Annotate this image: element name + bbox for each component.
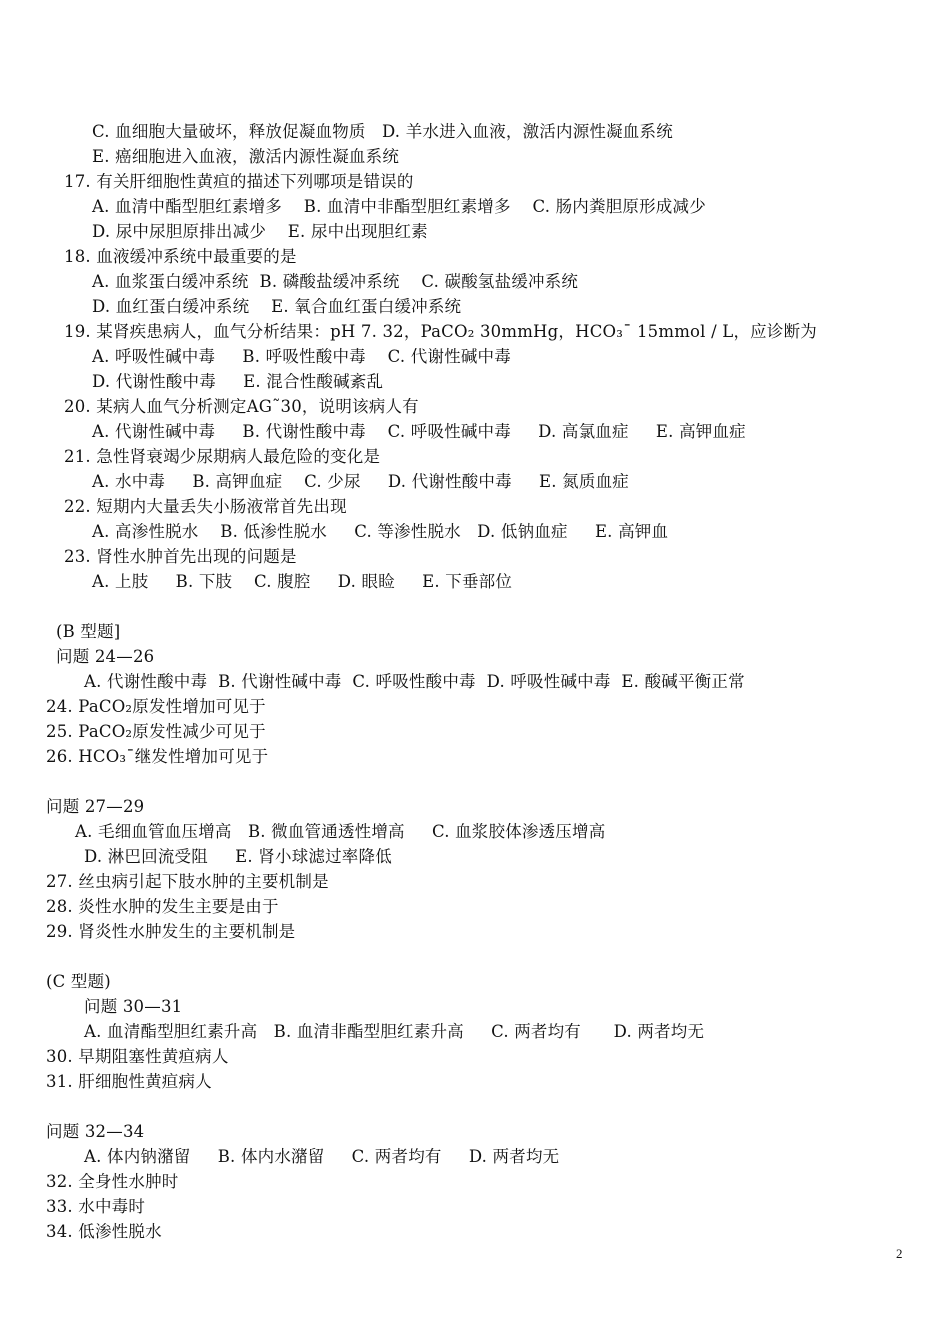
text-line: A. 呼吸性碱中毒 B. 呼吸性酸中毒 C. 代谢性碱中毒 [92,347,511,366]
question-26: 26. HCO₃¯继发性增加可见于 [46,747,269,766]
question-33: 33. 水中毒时 [46,1197,146,1216]
text-line: A. 血清酯型胆红素升高 B. 血清非酯型胆红素升高 C. 两者均有 D. 两者均无 [84,1022,705,1041]
text-line: A. 血清中酯型胆红素增多 B. 血清中非酯型胆红素增多 C. 肠内粪胆原形成减少 [92,197,706,216]
text-line: D. 尿中尿胆原排出减少 E. 尿中出现胆红素 [92,222,428,241]
question-23: 23. 肾性水肿首先出现的问题是 [64,547,297,566]
question-19: 19. 某肾疾患病人，血气分析结果：pH 7. 32，PaCO₂ 30mmHg，HCO₃¯ 15mmol / L，应诊断为 [64,322,817,341]
question-27: 27. 丝虫病引起下肢水肿的主要机制是 [46,872,329,891]
text-line: A. 代谢性碱中毒 B. 代谢性酸中毒 C. 呼吸性碱中毒 D. 高氯血症 E. 高钾血症 [92,422,746,441]
text-line: A. 高渗性脱水 B. 低渗性脱水 C. 等渗性脱水 D. 低钠血症 E. 高钾血 [92,522,669,541]
text-line: A. 代谢性酸中毒 B. 代谢性碱中毒 C. 呼吸性酸中毒 D. 呼吸性碱中毒 E. 酸碱平衡正常 [84,672,745,691]
section-heading-c: (C 型题) [46,972,111,991]
group-heading: 问题 32—34 [46,1122,145,1141]
question-21: 21. 急性肾衰竭少尿期病人最危险的变化是 [64,447,381,466]
question-31: 31. 肝细胞性黄疸病人 [46,1072,212,1091]
group-heading: 问题 30—31 [84,997,183,1016]
question-32: 32. 全身性水肿时 [46,1172,179,1191]
question-34: 34. 低渗性脱水 [46,1222,162,1241]
text-line: C. 血细胞大量破坏，释放促凝血物质 D. 羊水进入血液，激活内源性凝血系统 [92,122,673,141]
question-29: 29. 肾炎性水肿发生的主要机制是 [46,922,296,941]
question-20: 20. 某病人血气分析测定AG˜30，说明该病人有 [64,397,419,416]
question-28: 28. 炎性水肿的发生主要是由于 [46,897,279,916]
question-30: 30. 早期阻塞性黄疸病人 [46,1047,229,1066]
group-heading: 问题 27—29 [46,797,145,816]
question-18: 18. 血液缓冲系统中最重要的是 [64,247,297,266]
text-line: D. 代谢性酸中毒 E. 混合性酸碱紊乱 [92,372,384,391]
page-number: 2 [896,1246,903,1261]
question-24: 24. PaCO₂原发性增加可见于 [46,697,266,716]
text-line: A. 毛细血管血压增高 B. 微血管通透性增高 C. 血浆胶体渗透压增高 [75,822,606,841]
text-line: D. 淋巴回流受阻 E. 肾小球滤过率降低 [84,847,392,866]
text-line: A. 血浆蛋白缓冲系统 B. 磷酸盐缓冲系统 C. 碳酸氢盐缓冲系统 [92,272,579,291]
question-17: 17. 有关肝细胞性黄疸的描述下列哪项是错误的 [64,172,414,191]
text-line: A. 水中毒 B. 高钾血症 C. 少尿 D. 代谢性酸中毒 E. 氮质血症 [92,472,629,491]
group-heading: 问题 24—26 [56,647,155,666]
text-line: A. 体内钠潴留 B. 体内水潴留 C. 两者均有 D. 两者均无 [84,1147,560,1166]
text-line: D. 血红蛋白缓冲系统 E. 氧合血红蛋白缓冲系统 [92,297,462,316]
question-22: 22. 短期内大量丢失小肠液常首先出现 [64,497,347,516]
section-heading-b: (B 型题] [56,622,121,641]
question-25: 25. PaCO₂原发性减少可见于 [46,722,266,741]
text-line: A. 上肢 B. 下肢 C. 腹腔 D. 眼睑 E. 下垂部位 [92,572,513,591]
text-line: E. 癌细胞进入血液，激活内源性凝血系统 [92,147,400,166]
